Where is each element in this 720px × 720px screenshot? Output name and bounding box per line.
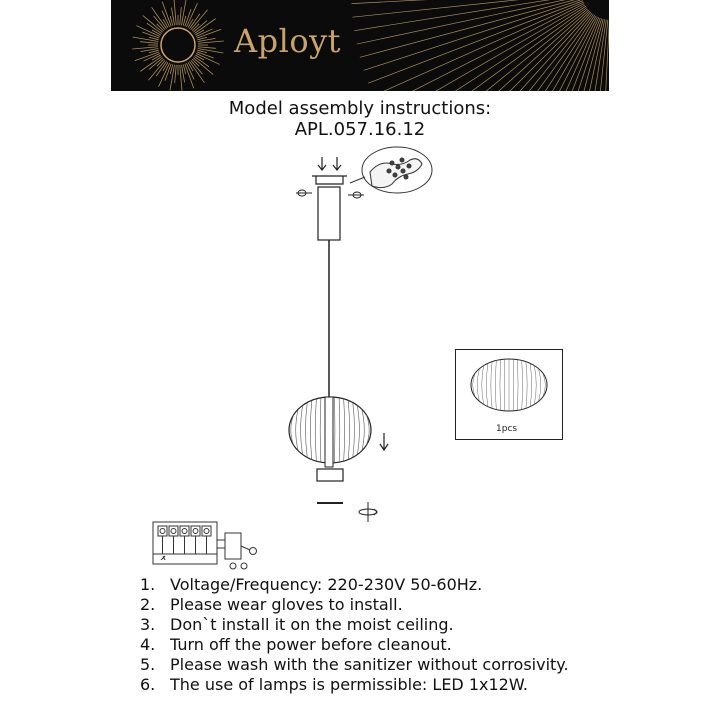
model-number: APL.057.16.12: [294, 119, 426, 140]
lamp-shade: [289, 397, 371, 467]
instructions-list: [140, 575, 569, 695]
instruction-item: 3. Don`t install it on the moist ceiling.: [140, 615, 454, 634]
rotate-icon: [359, 502, 377, 522]
instruction-item: 4. Turn off the power before cleanout.: [140, 635, 452, 654]
arrow-down-icon: [318, 157, 341, 170]
mounting-bracket: [312, 176, 347, 184]
parts-quantity-label: 1pcs: [496, 424, 518, 434]
wiring-terminal-icon: [153, 522, 257, 569]
instruction-item: 1. Voltage/Frequency: 220-230V 50-60Hz.: [140, 575, 483, 594]
gloved-hand-icon: [350, 147, 432, 193]
lamp-base-cap: [317, 469, 343, 481]
brand-logo-text: Aployt: [234, 22, 342, 60]
instruction-item: 2. Please wear gloves to install.: [140, 595, 403, 614]
instruction-item: 6. The use of lamps is permissible: LED 1x12W.: [140, 675, 528, 694]
lamp-shade-part: [456, 350, 562, 420]
ceiling-canopy: [318, 187, 340, 240]
arrow-down-icon: [380, 433, 388, 450]
document-title: Model assembly instructions:: [228, 98, 492, 119]
instruction-item: 5. Please wash with the sanitizer without corrosivity.: [140, 655, 569, 674]
